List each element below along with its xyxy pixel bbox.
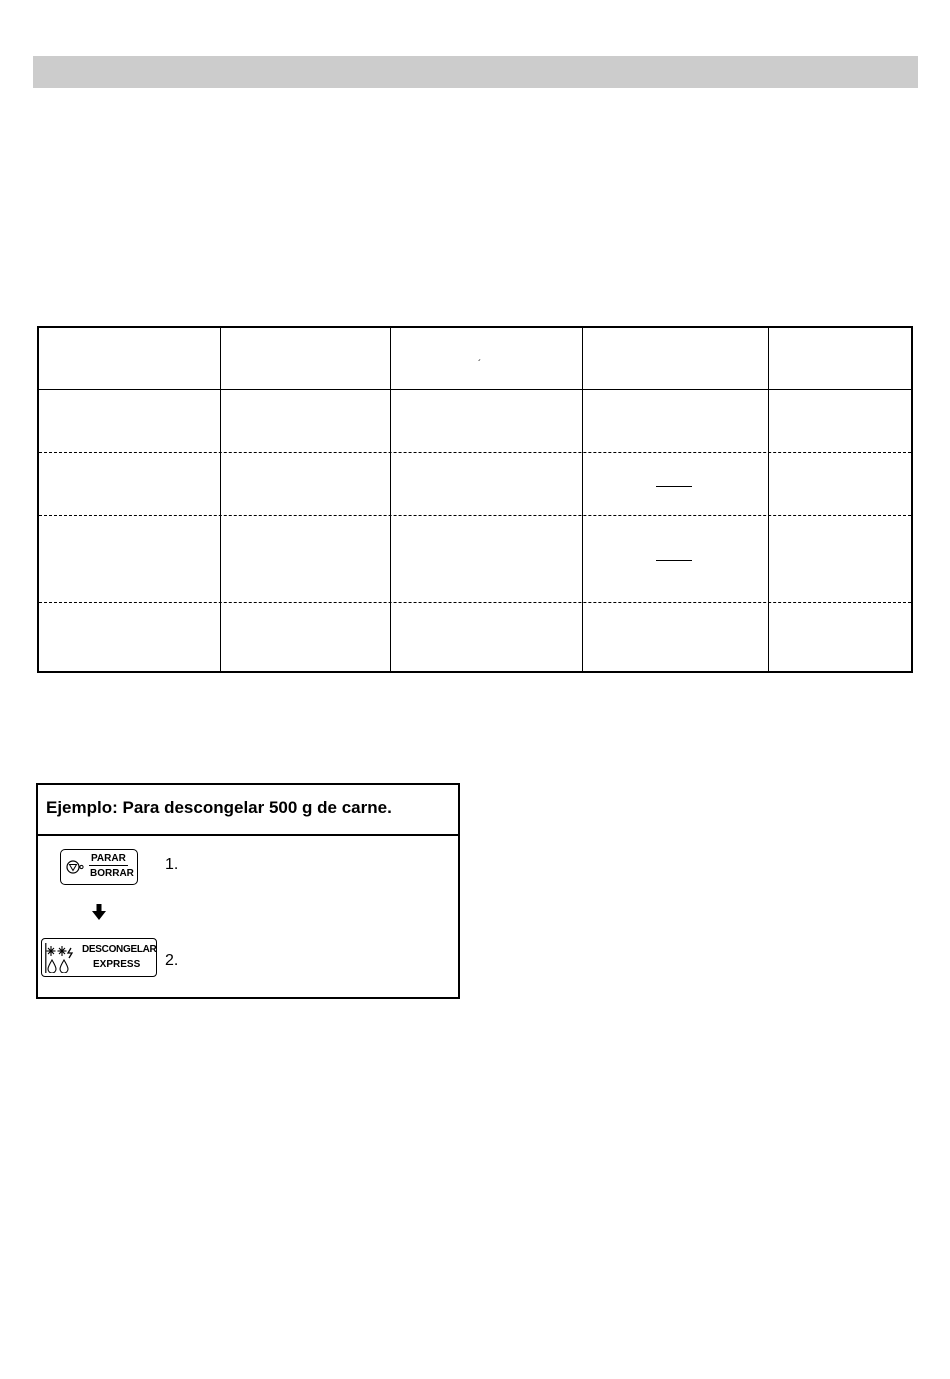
clear-button-label: BORRAR: [90, 868, 134, 879]
example-title: Ejemplo: Para descongelar 500 g de carne.: [38, 785, 458, 836]
accent-mark: ´: [478, 359, 482, 370]
stop-clear-button[interactable]: [60, 849, 138, 885]
fraction-line: [656, 560, 692, 561]
arrow-down-icon: [91, 903, 107, 921]
row-divider: [39, 602, 911, 603]
column-divider: [390, 328, 391, 671]
row-divider: [39, 515, 911, 516]
defrost-table: [37, 326, 913, 673]
column-divider: [582, 328, 583, 671]
column-divider: [768, 328, 769, 671]
section-header-bar: [33, 56, 918, 88]
express-button-label: EXPRESS: [93, 959, 141, 970]
step-number-2: 2.: [165, 952, 179, 969]
header-row-divider: [39, 389, 911, 390]
stop-button-label: PARAR: [91, 853, 126, 864]
row-divider: [39, 452, 911, 453]
express-defrost-button[interactable]: [41, 938, 157, 977]
step-number-1: 1.: [165, 856, 179, 873]
snowflake-drops-icon: [45, 943, 79, 973]
example-box: [36, 783, 460, 999]
defrost-button-label: DESCONGELAR: [82, 944, 157, 955]
fraction-line: [656, 486, 692, 487]
column-divider: [220, 328, 221, 671]
stop-circle-icon: [66, 860, 84, 874]
